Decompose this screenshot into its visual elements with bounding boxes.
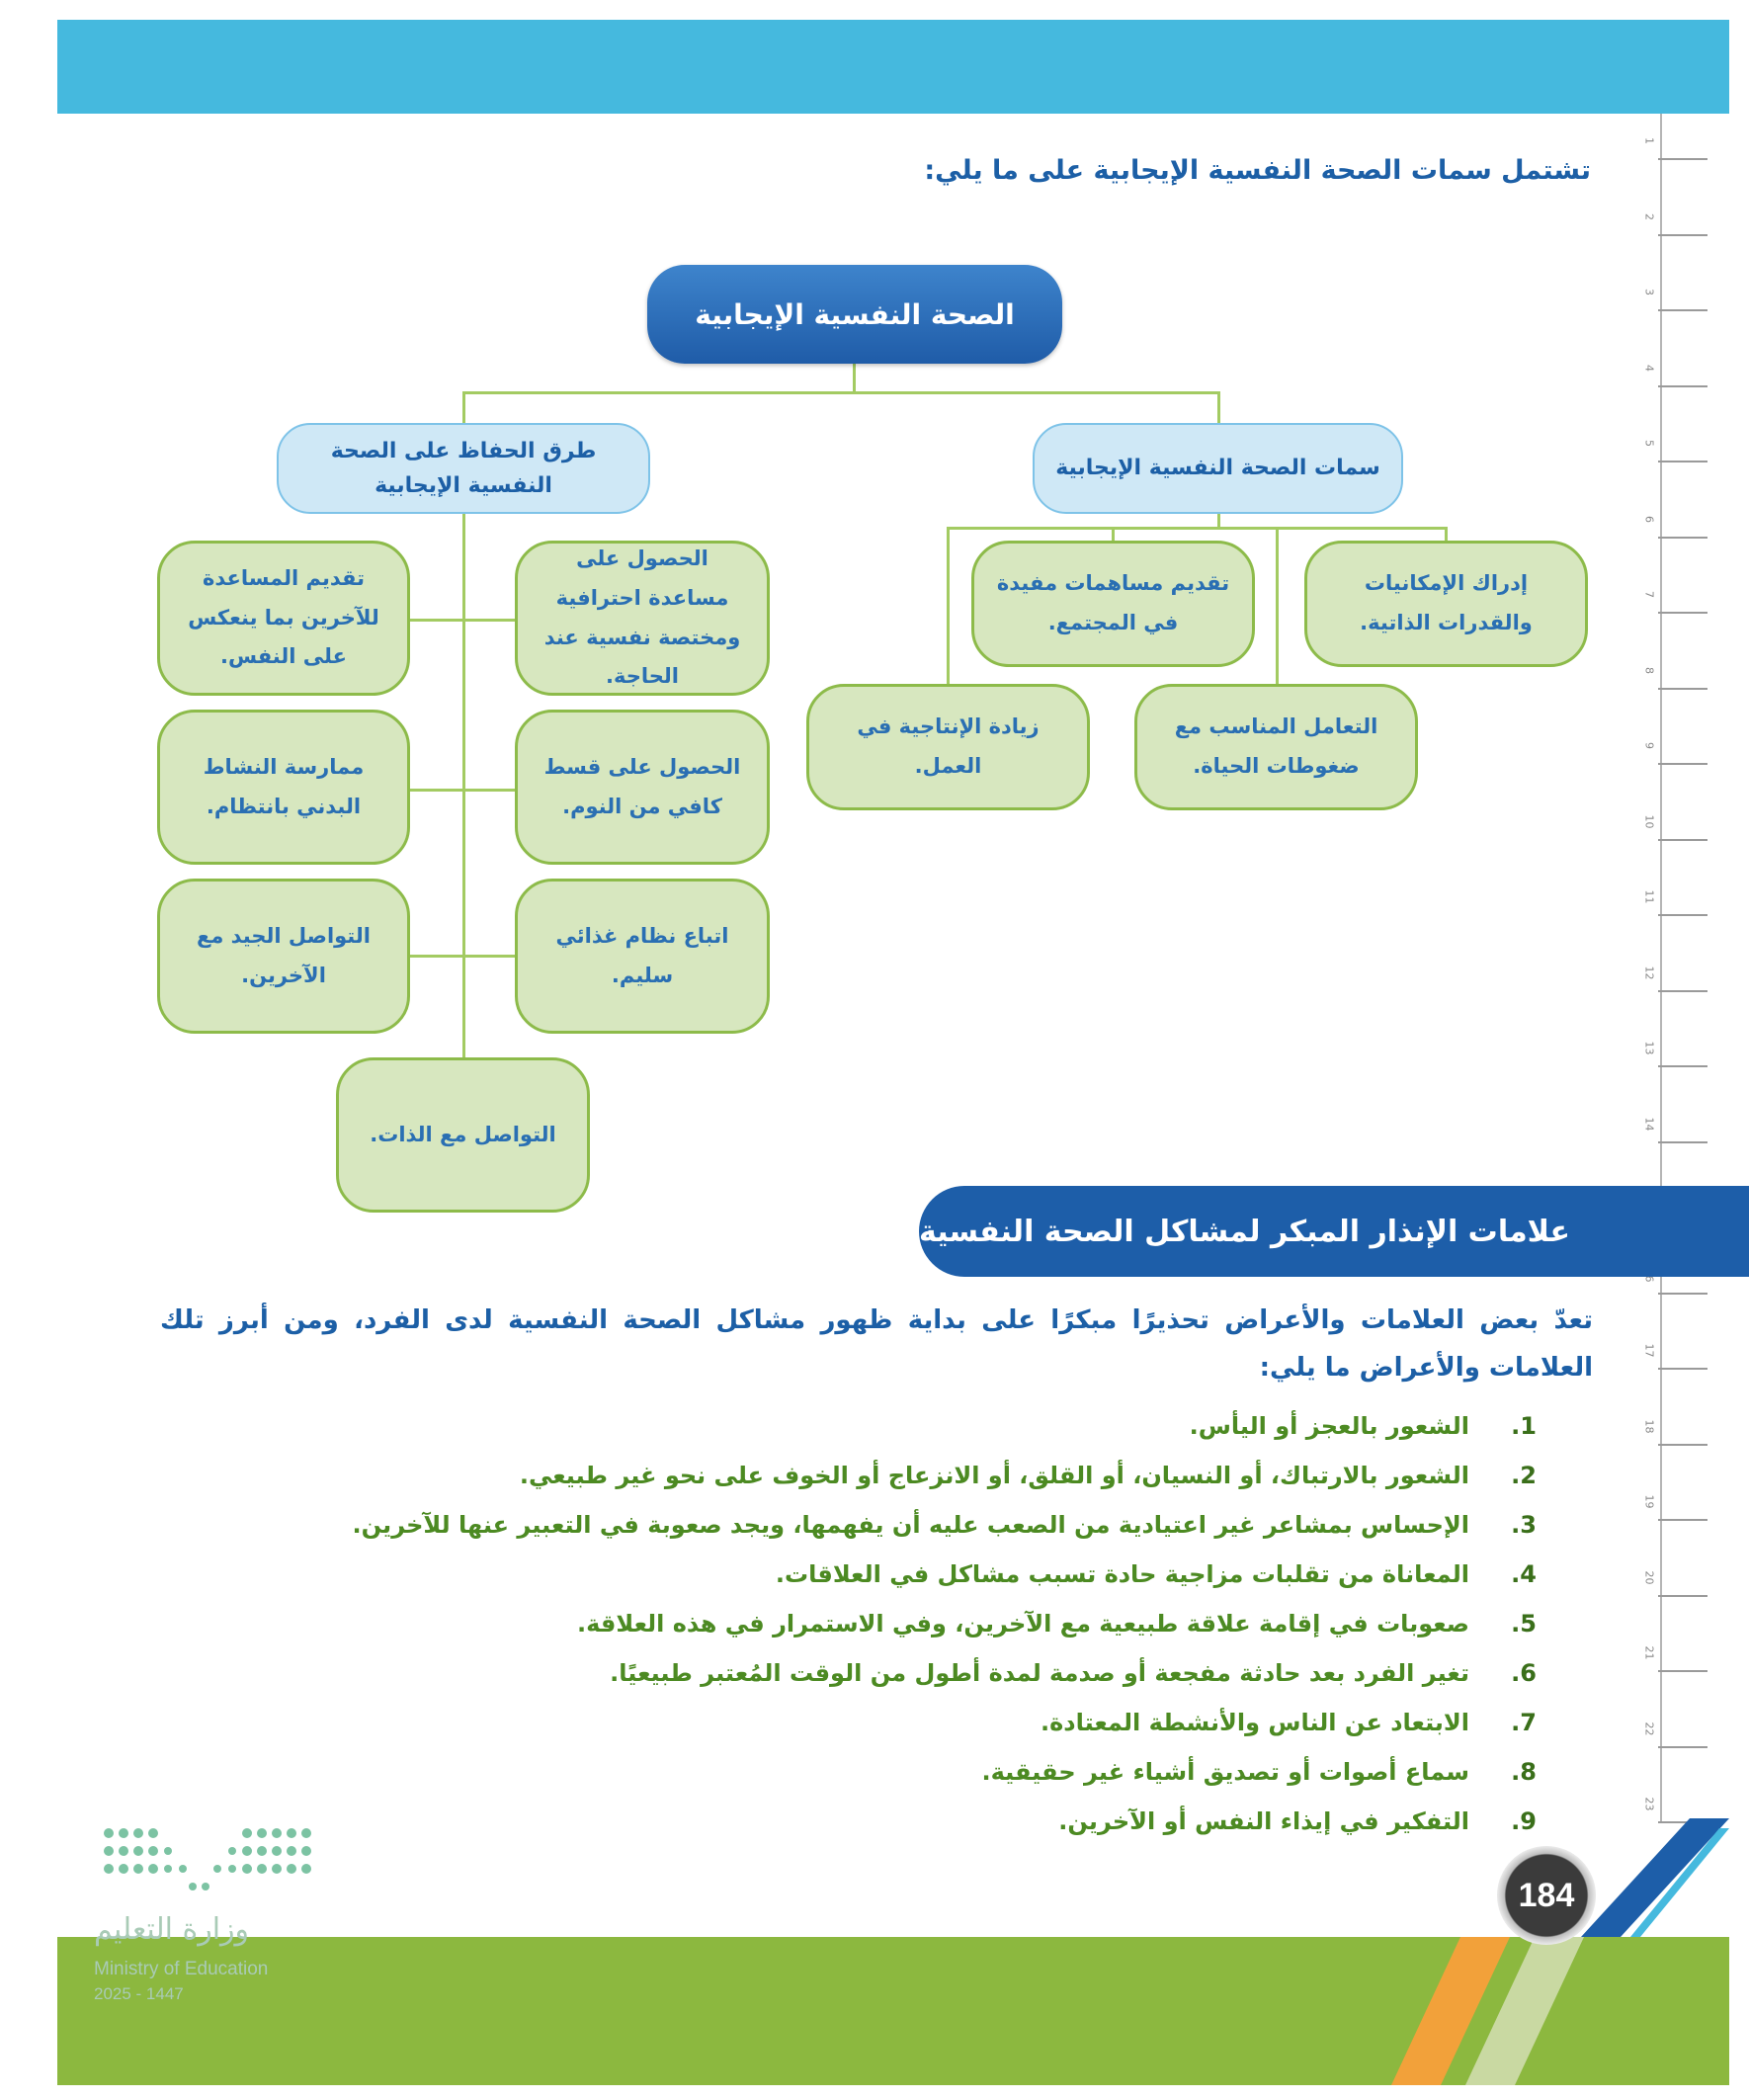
- ruler-number: 8: [1642, 666, 1656, 674]
- ruler-number: 5: [1642, 440, 1656, 447]
- list-number: 2.: [1511, 1462, 1537, 1489]
- way-node: اتباع نظام غذائي سليم.: [515, 879, 770, 1034]
- list-text: تغير الفرد بعد حادثة مفجعة أو صدمة لمدة أطول من الوقت المُعتبر طبيعيًا.: [610, 1659, 1469, 1687]
- way-node: الحصول على قسط كافي من النوم.: [515, 710, 770, 865]
- warning-signs-list: [153, 1401, 1537, 1846]
- connector-line: [947, 527, 950, 685]
- trait-node: تقديم مساهمات مفيدة في المجتمع.: [971, 541, 1255, 667]
- way-node: ممارسة النشاط البدني بانتظام.: [157, 710, 410, 865]
- ministry-name-english: Ministry of Education: [94, 1959, 269, 1979]
- ruler-number: 7: [1642, 591, 1656, 598]
- way-node: الحصول على مساعدة احترافية ومختصة نفسية عند الحاجة.: [515, 541, 770, 696]
- ministry-name-arabic: وزارة التعليم: [94, 1912, 250, 1947]
- ruler-number: 12: [1642, 966, 1656, 979]
- ruler-number: 4: [1642, 364, 1656, 372]
- ruler-tick: [1658, 914, 1707, 916]
- list-item: [153, 1648, 1537, 1698]
- way-node: التواصل الجيد مع الآخرين.: [157, 879, 410, 1034]
- ministry-logo-icon: [99, 1823, 311, 1902]
- connector-line: [409, 619, 516, 622]
- ruler-tick: [1658, 1670, 1707, 1672]
- list-item: [153, 1401, 1537, 1451]
- ruler-number: 11: [1642, 889, 1656, 904]
- connector-line: [853, 364, 856, 393]
- ruler-line: [1660, 114, 1662, 1823]
- connector-line: [409, 955, 516, 958]
- ruler-tick: [1658, 990, 1707, 992]
- connector-line: [1276, 527, 1279, 685]
- ruler-number: 6: [1642, 515, 1656, 523]
- list-text: صعوبات في إقامة علاقة طبيعية مع الآخرين، وفي الاستمرار في هذه العلاقة.: [576, 1610, 1469, 1638]
- list-item: [153, 1797, 1537, 1846]
- ruler-number: 22: [1642, 1722, 1656, 1735]
- ruler-tick: [1658, 1746, 1707, 1748]
- ruler-tick: [1658, 1444, 1707, 1446]
- list-item: [153, 1500, 1537, 1550]
- connector-line: [1217, 514, 1220, 528]
- traits-node: سمات الصحة النفسية الإيجابية: [1033, 423, 1403, 514]
- ruler-tick: [1658, 234, 1707, 236]
- trait-node: التعامل المناسب مع ضغوطات الحياة.: [1134, 684, 1418, 810]
- connector-line: [409, 789, 516, 792]
- ruler-tick: [1658, 839, 1707, 841]
- top-color-bar: [57, 20, 1729, 114]
- ruler-number: 10: [1642, 814, 1656, 828]
- ruler-number: 21: [1642, 1645, 1656, 1660]
- connector-line: [1217, 391, 1220, 425]
- list-item: [153, 1550, 1537, 1599]
- list-number: 7.: [1511, 1709, 1537, 1736]
- ruler-number: 20: [1642, 1570, 1656, 1584]
- way-node: التواصل مع الذات.: [336, 1057, 590, 1213]
- ruler-tick: [1658, 309, 1707, 311]
- list-text: التفكير في إيذاء النفس أو الآخرين.: [1058, 1807, 1469, 1835]
- section-paragraph: تعدّ بعض العلامات والأعراض تحذيرًا مبكرًا على بداية ظهور مشاكل الصحة النفسية لدى الفرد، ومن أبرز تلك العلامات والأعراض ما يلي:: [160, 1305, 1593, 1384]
- section-title: علامات الإنذار المبكر لمشاكل الصحة النفسية: [919, 1214, 1570, 1249]
- ruler-number: 9: [1642, 742, 1656, 749]
- bottom-band: [57, 1937, 1729, 2085]
- ruler-tick: [1658, 1065, 1707, 1067]
- list-text: المعاناة من تقلبات مزاجية حادة تسبب مشاكل في العلاقات.: [775, 1560, 1469, 1588]
- ruler-tick: [1658, 1368, 1707, 1370]
- ruler-tick: [1658, 763, 1707, 765]
- list-number: 6.: [1511, 1659, 1537, 1687]
- ruler-number: 3: [1642, 289, 1656, 295]
- list-item: [153, 1698, 1537, 1747]
- way-node: تقديم المساعدة للآخرين بما ينعكس على النفس.: [157, 541, 410, 696]
- ruler-tick: [1658, 1141, 1707, 1143]
- list-text: الشعور بالعجز أو اليأس.: [1189, 1412, 1469, 1440]
- list-text: الإحساس بمشاعر غير اعتيادية من الصعب عليه أن يفهمها، ويجد صعوبة في التعبير عنها للآخرين.: [352, 1511, 1469, 1539]
- ruler-number: 1: [1642, 137, 1656, 144]
- diagram-root-node: الصحة النفسية الإيجابية: [647, 265, 1062, 364]
- ruler-tick: [1658, 1519, 1707, 1521]
- ruler-tick: [1658, 158, 1707, 160]
- ruler-tick: [1658, 1595, 1707, 1597]
- connector-line: [462, 514, 465, 1059]
- trait-node: زيادة الإنتاجية في العمل.: [806, 684, 1090, 810]
- ruler-tick: [1658, 537, 1707, 539]
- trait-node: إدراك الإمكانيات والقدرات الذاتية.: [1304, 541, 1588, 667]
- list-text: الابتعاد عن الناس والأنشطة المعتادة.: [1040, 1709, 1469, 1736]
- ways-node: طرق الحفاظ على الصحة النفسية الإيجابية: [277, 423, 650, 514]
- list-number: 4.: [1511, 1560, 1537, 1588]
- ruler-tick: [1658, 1293, 1707, 1295]
- list-number: 1.: [1511, 1412, 1537, 1440]
- list-item: [153, 1451, 1537, 1500]
- connector-line: [462, 391, 1219, 394]
- list-number: 3.: [1511, 1511, 1537, 1539]
- connector-line: [462, 391, 465, 425]
- ruler-number: 18: [1642, 1419, 1656, 1433]
- page-number: 184: [1518, 1876, 1575, 1914]
- ruler-number: 17: [1642, 1343, 1656, 1358]
- ruler-tick: [1658, 688, 1707, 690]
- list-number: 9.: [1511, 1807, 1537, 1835]
- ruler-number: 2: [1642, 212, 1656, 220]
- ruler-tick: [1658, 385, 1707, 387]
- intro-text: تشتمل سمات الصحة النفسية الإيجابية على ما يلي:: [924, 155, 1591, 186]
- corner-stripes: [1581, 1818, 1729, 1937]
- list-item: [153, 1747, 1537, 1797]
- ruler-tick: [1658, 612, 1707, 614]
- list-text: سماع أصوات أو تصديق أشياء غير حقيقية.: [981, 1758, 1469, 1786]
- ruler-tick: [1658, 461, 1707, 462]
- decorative-stripes: [57, 1937, 1729, 2085]
- list-number: 8.: [1511, 1758, 1537, 1786]
- ministry-year: 2025 - 1447: [94, 1984, 184, 2003]
- ruler-number: 23: [1642, 1797, 1656, 1811]
- ruler-number: 19: [1642, 1494, 1656, 1509]
- ruler-number: 14: [1642, 1117, 1656, 1131]
- side-ruler: [1638, 114, 1707, 1823]
- ruler-number: 13: [1642, 1041, 1656, 1055]
- connector-line: [947, 527, 1447, 530]
- page-number-badge: [1497, 1846, 1596, 1945]
- list-item: [153, 1599, 1537, 1648]
- list-number: 5.: [1511, 1610, 1537, 1638]
- list-text: الشعور بالارتباك، أو النسيان، أو القلق، أو الانزعاج أو الخوف على نحو غير طبيعي.: [519, 1462, 1469, 1489]
- section-title-bar: [919, 1186, 1749, 1277]
